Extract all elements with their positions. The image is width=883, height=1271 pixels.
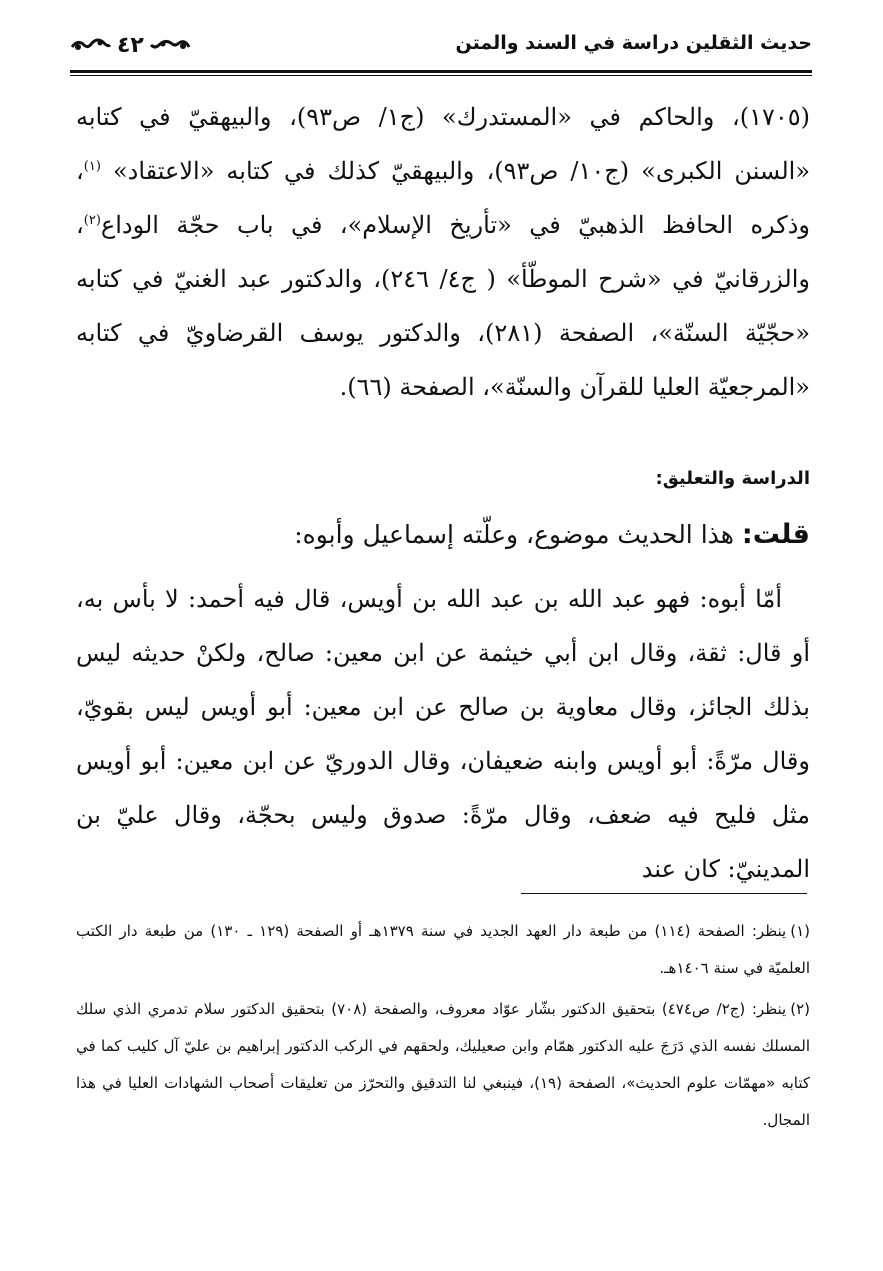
running-header (70, 28, 812, 68)
footnote-1 (76, 913, 810, 987)
paragraph-1-part-b: ، وذكره الحافظ الذهبيّ في «تأريخ الإسلام»، في باب حجّة الوداع (76, 157, 810, 239)
footnote-2-text: ينظر: (ج٢/ ص٤٧٤) بتحقيق الدكتور بشّار عوّاد معروف، والصفحة (٧٠٨) بتحقيق الدكتور سلام تدمري الذي سلك المسلك نفسه الذي دَرَجَ عليه الدكتور همّام وابن صعيليك، ولحقهم في الركب الدكتور إبراهيم بن عليّ آل كليب كما في كتابه «مهمّات علوم الحديث»، الصفحة (١٩)، فينبغي لنا التدقيق والتحرّز من تعليقات أصحاب الشهادات العليا في هذا المجال. (76, 1000, 810, 1129)
header-rule-thick (70, 70, 812, 73)
running-title: حديث الثقلين دراسة في السند والمتن (455, 32, 812, 54)
qult-lead: قلت: (741, 519, 810, 550)
qult-statement (76, 508, 810, 562)
footnote-ref-1[interactable]: (١) (83, 159, 101, 174)
paragraph-sources (76, 90, 810, 414)
paragraph-father: أمّا أبوه: فهو عبد الله بن عبد الله بن أويس، قال فيه أحمد: لا بأس به، أو قال: ثقة، وقال ابن أبي خيثمة عن ابن معين: صالح، ولكنْ حديثه ليس بذلك الجائز، وقال معاوية بن صالح عن ابن معين: أبو أويس ليس بقويّ، وقال مرّةً: أبو أويس وابنه ضعيفان، وقال الدوريّ عن ابن معين: أبو أويس مثل فليح فيه ضعف، وقال مرّةً: صدوق وليس بحجّة، وقال عليّ بن المدينيّ: كان عند (76, 585, 810, 883)
footnotes (76, 913, 810, 1143)
paragraph-1-part-c: ، والزرقانيّ في «شرح الموطّأ» ( ج٤/ ٢٤٦)، والدكتور عبد الغنيّ في كتابه «حجّيّة السنّة»، الصفحة (٢٨١)، والدكتور يوسف القرضاويّ في كتابه «المرجعيّة العليا للقرآن والسنّة»، الصفحة (٦٦). (76, 211, 811, 401)
header-rule-thin (70, 75, 812, 76)
footnote-1-text: ينظر: الصفحة (١١٤) من طبعة دار العهد الجديد في سنة ١٣٧٩هـ أو الصفحة (١٢٩ ـ ١٣٠) من طبعة دار الكتب العلميّة في سنة ١٤٠٦هـ. (76, 922, 810, 977)
paragraph-1-part-a: (١٧٠٥)، والحاكم في «المستدرك» (ج١/ ص٩٣)، والبيهقيّ في كتابه «السنن الكبرى» (ج١٠/ ص٩٣)، والبيهقيّ كذلك في كتابه «الاعتقاد» (76, 103, 811, 185)
qult-text: هذا الحديث موضوع، وعلّته إسماعيل وأبوه: (294, 520, 742, 549)
footnote-separator (521, 893, 807, 894)
page-number-block (70, 28, 191, 62)
footnote-1-number: (١) (790, 922, 810, 940)
page-number: ٤٢ (117, 32, 144, 58)
footnote-2 (76, 991, 810, 1139)
main-text (76, 90, 810, 896)
footnote-2-number: (٢) (790, 1000, 810, 1018)
flourish-right-icon (149, 37, 191, 53)
section-heading: الدراسة والتعليق: (655, 468, 810, 489)
flourish-left-icon (70, 37, 112, 53)
footnote-ref-2[interactable]: (٢) (83, 213, 101, 228)
